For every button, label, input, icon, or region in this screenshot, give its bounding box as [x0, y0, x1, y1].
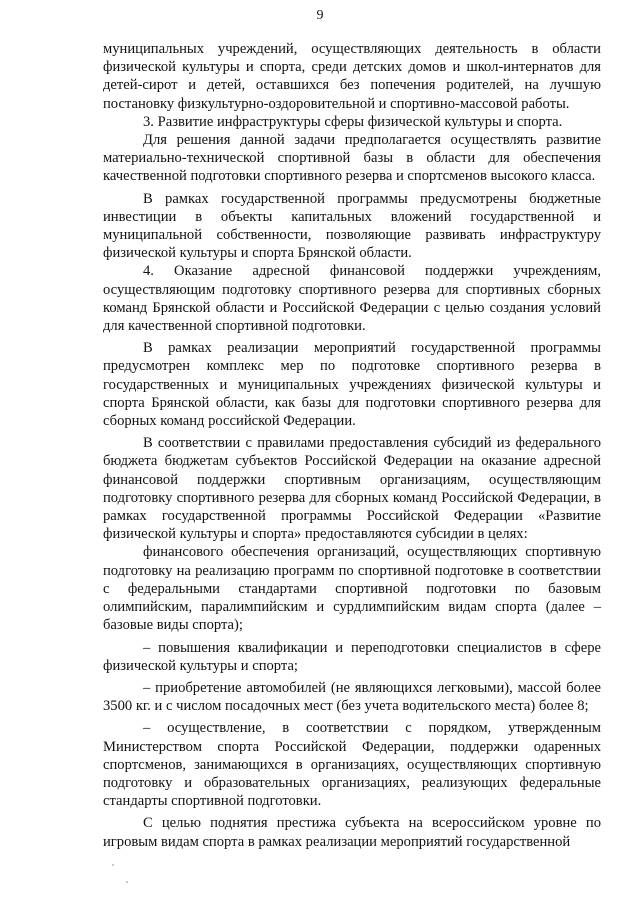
paragraph: В рамках государственной программы предусмотрены бюджетные инвестиции в объекты капитальных вложений государственной и муниципальной собственности, позволяющие развивать инфраструктуру физической культуры и спорта Брянской области. — [103, 190, 601, 262]
paragraph-heading-3: 3. Развитие инфраструктуры сферы физической культуры и спорта. — [143, 113, 563, 130]
paragraph: В соответствии с правилами предоставления субсидий из федерального бюджета бюджетам субъектов Российской Федерации на оказание адресной финансовой поддержки спортивным организациям, осуществляющим подготовку спортивного резерва для сборных команд Российской Федерации, в рамках государственной программы Российской Федерации «Развитие физической культуры и спорта» предоставляются субсидии в целях: — [103, 435, 601, 543]
body-text — [103, 40, 601, 851]
list-item: – повышения квалификации и переподготовки специалистов в сфере физической культуры и спорта; — [103, 639, 601, 674]
scan-speck — [126, 881, 128, 883]
paragraph: Для решения данной задачи предполагается осуществлять развитие материально-технической спортивной базы в области для обеспечения качественной подготовки спортивного резерва и спортсменов высокого класса. — [103, 132, 601, 185]
paragraph-heading-4: 4. Оказание адресной финансовой поддержки учреждениям, осуществляющим подготовку спортивного резерва для спортивных сборных команд Брянской области и Российской Федерации с целью создания условий для качественной спортивной подготовки. — [103, 263, 601, 335]
page-number: 9 — [316, 8, 324, 23]
scan-speck — [112, 864, 114, 866]
paragraph: С целью поднятия престижа субъекта на всероссийском уровне по игровым видам спорта в рамках реализации мероприятий государственной — [103, 815, 601, 850]
paragraph: В рамках реализации мероприятий государственной программы предусмотрен комплекс мер по подготовке спортивного резерва в государственных и муниципальных учреждениях физической культуры и спорта Брянской области, как базы для подготовки спортивного резерва для сборных команд российской Федерации. — [103, 340, 601, 430]
list-item: финансового обеспечения организаций, осуществляющих спортивную подготовку на реализацию программ по спортивной подготовке в соответствии с федеральными стандартами спортивной подготовки по базовым олимпийским, паралимпийским и сурдлимпийским видам спорта (далее – базовые виды спорта); — [103, 544, 601, 634]
list-item: – осуществление, в соответствии с порядком, утвержденным Министерством спорта Российской Федерации, поддержки одаренных спортсменов, занимающихся в организациях, осуществляющих спортивную подготовку и образовательных организациях, реализующих федеральные стандарты спортивной подготовки. — [103, 720, 601, 810]
list-item: – приобретение автомобилей (не являющихся легковыми), массой более 3500 кг. и с числом посадочных мест (без учета водительского места) более 8; — [103, 679, 601, 715]
paragraph-continuation: муниципальных учреждений, осуществляющих деятельность в области физической культуры и спорта, среди детских домов и школ-интернатов для детей-сирот и детей, оставшихся без попечения родителей, на лучшую постановку физкультурно-оздоровительной и спортивно-массовой работы. — [103, 41, 601, 112]
